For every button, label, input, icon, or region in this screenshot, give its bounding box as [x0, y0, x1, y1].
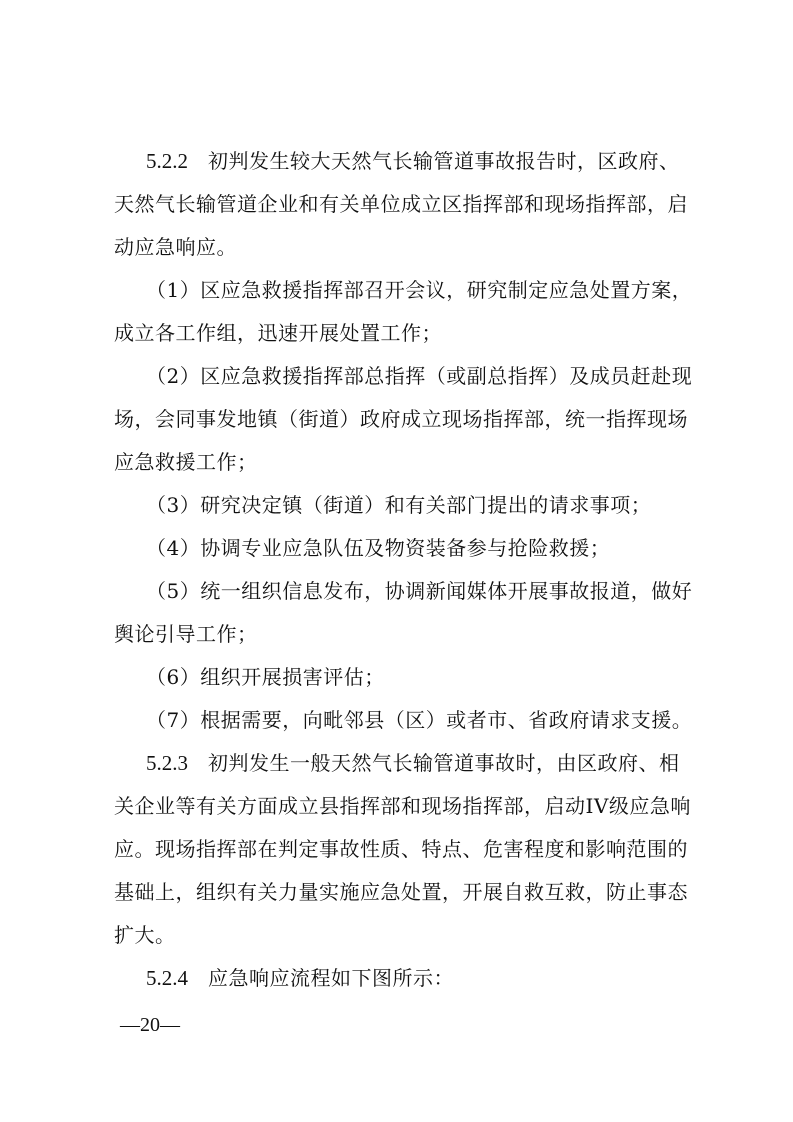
line-text: 应急响应流程如下图所示： [208, 966, 454, 990]
text-line: （3）研究决定镇（街道）和有关部门提出的请求事项； [146, 493, 652, 517]
text-line: 舆论引导工作； [114, 622, 258, 646]
text-line: （1）区应急救援指挥部召开会议，研究制定应急处置方案， [146, 278, 693, 302]
body-text [114, 140, 694, 1000]
text-line [114, 742, 694, 785]
section-number: 5.2.3 [146, 751, 188, 775]
line-text: 初判发生较大天然气长输管道事故报告时，区政府、 [208, 149, 680, 173]
page-number: —20— [120, 1014, 180, 1036]
line-text: 初判发生一般天然气长输管道事故时，由区政府、相 [208, 751, 680, 775]
text-line: （7）根据需要，向毗邻县（区）或者市、省政府请求支援。 [146, 708, 693, 732]
text-line: 场，会同事发地镇（街道）政府成立现场指挥部，统一指挥现场 [114, 407, 688, 431]
text-line: 关企业等有关方面成立县指挥部和现场指挥部，启动IV级应急响 [114, 794, 691, 818]
text-line: （5）统一组织信息发布，协调新闻媒体开展事故报道，做好 [146, 579, 693, 603]
section-number: 5.2.4 [146, 966, 188, 990]
item-6 [114, 656, 694, 699]
section-5-2-2 [114, 140, 694, 269]
text-line [114, 140, 694, 183]
text-line: （6）组织开展损害评估； [146, 665, 385, 689]
text-line: （4）协调专业应急队伍及物资装备参与抢险救援； [146, 536, 611, 560]
text-line: 成立各工作组，迅速开展处置工作； [114, 321, 442, 345]
text-line [114, 957, 694, 1000]
text-line: 应。现场指挥部在判定事故性质、特点、危害程度和影响范围的 [114, 837, 688, 861]
section-5-2-4 [114, 957, 694, 1000]
item-7 [114, 699, 694, 742]
text-line: 天然气长输管道企业和有关单位成立区指挥部和现场指挥部，启 [114, 192, 688, 216]
section-5-2-3 [114, 742, 694, 957]
text-line: 动应急响应。 [114, 235, 237, 259]
item-4 [114, 527, 694, 570]
section-number: 5.2.2 [146, 149, 188, 173]
item-3 [114, 484, 694, 527]
text-line: 基础上，组织有关力量实施应急处置，开展自救互救，防止事态 [114, 880, 688, 904]
item-1 [114, 269, 694, 355]
text-line: 扩大。 [114, 923, 176, 947]
text-line: 应急救援工作； [114, 450, 258, 474]
item-5 [114, 570, 694, 656]
item-2 [114, 355, 694, 484]
text-line: （2）区应急救援指挥部总指挥（或副总指挥）及成员赶赴现 [146, 364, 693, 388]
